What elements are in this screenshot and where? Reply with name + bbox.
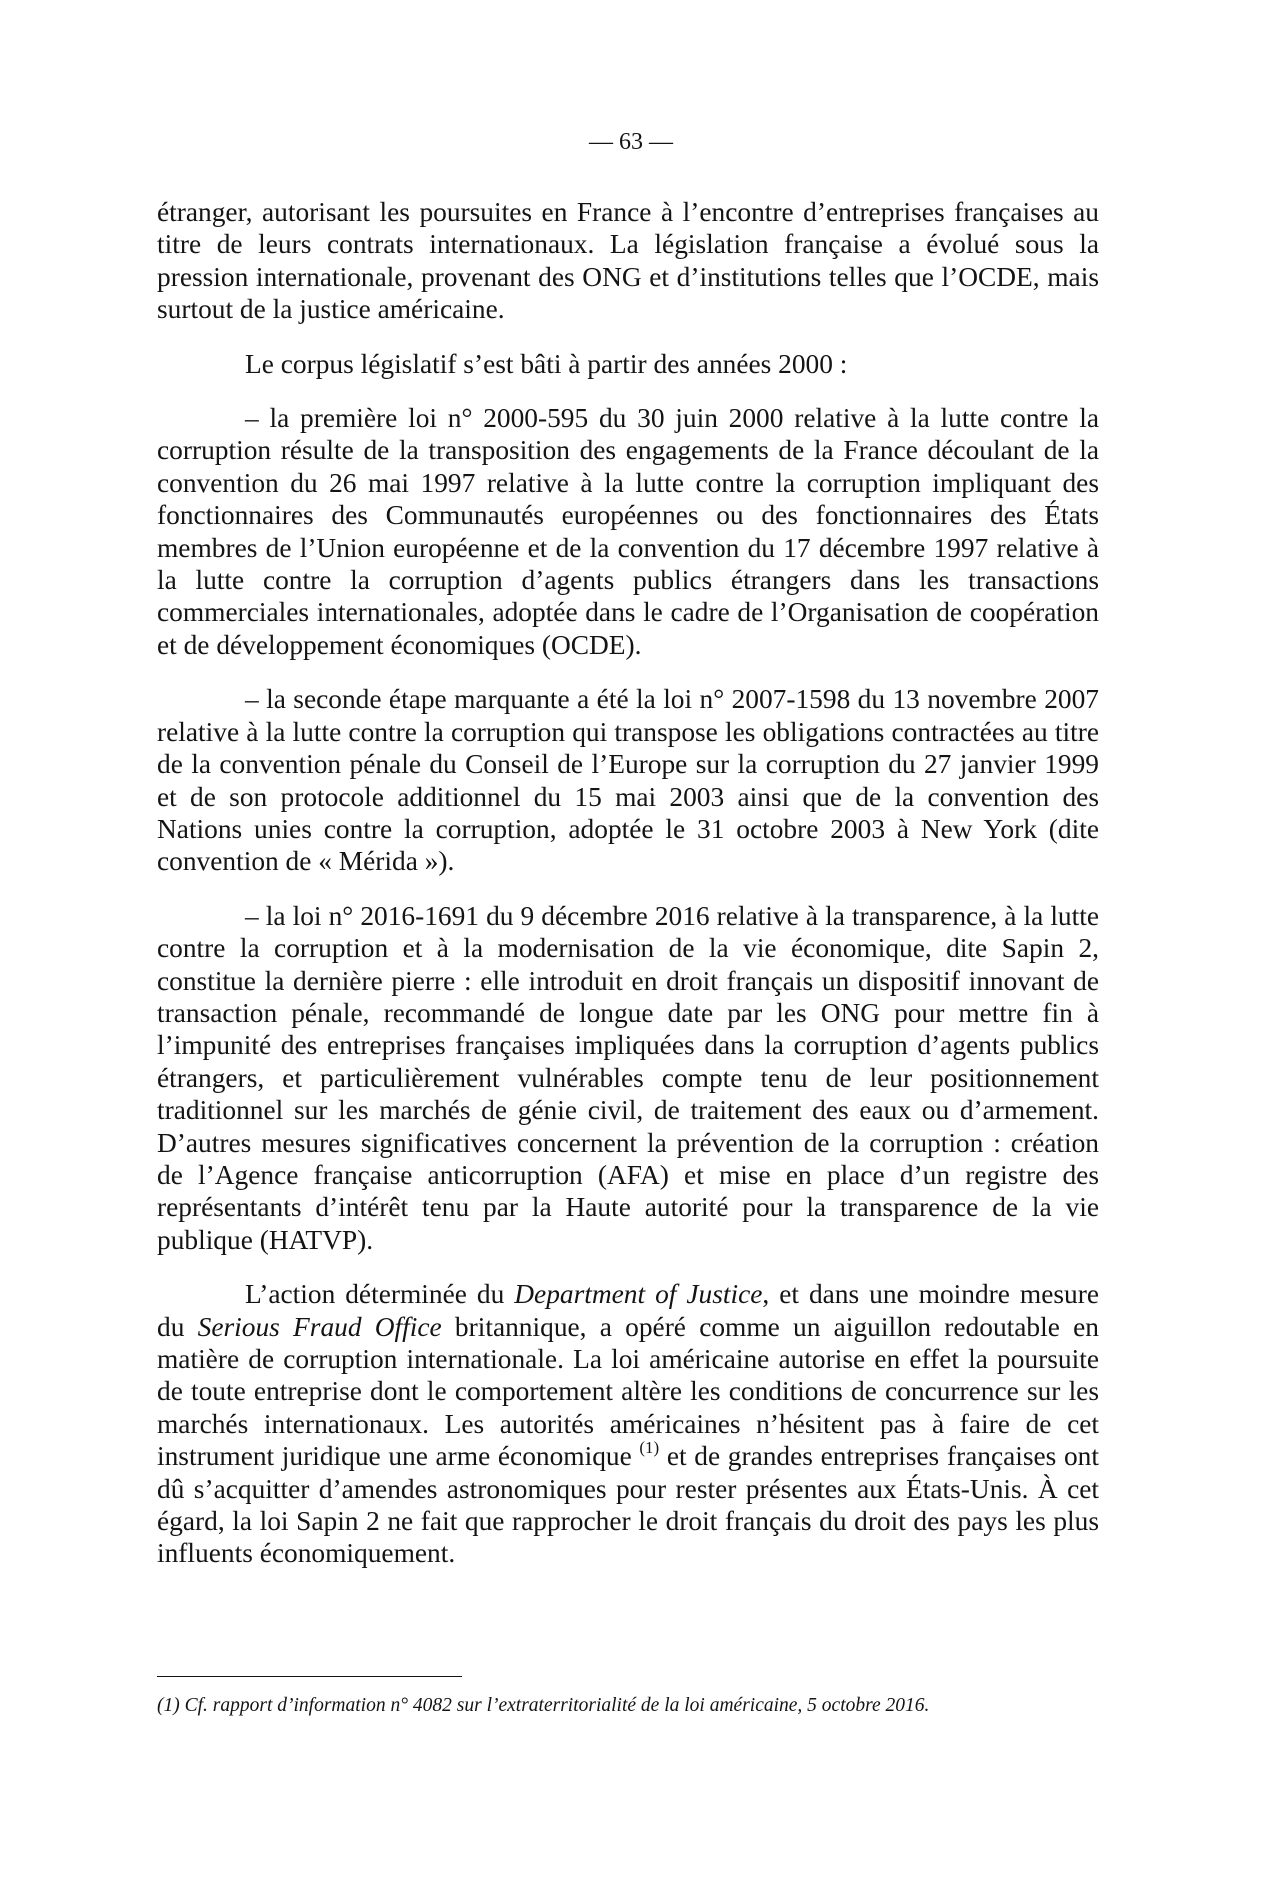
text-run: britannique, a opéré comme un aiguillon redoutable en matière de corruption internationale. La loi américaine autorise en effet la poursuite de toute entreprise dont le comportement altère les conditions de concurrence sur les marchés internationaux. Les autorités américaines n’hésitent pas à faire de cet instrument juridique une arme économique [157,1311,1099,1472]
italic-serious-fraud-office: Serious Fraud Office [197,1311,442,1342]
body-text [157,196,1099,1570]
text-run: , et dans une moindre mesure du [157,1279,1099,1342]
footnote-reference[interactable]: (1) [639,1438,660,1458]
paragraph-doj [157,1278,1099,1570]
text-run: L’action déterminée du [245,1279,515,1310]
footnote-separator [157,1676,462,1677]
paragraph-law-2007: – la seconde étape marquante a été la loi n° 2007-1598 du 13 novembre 2007 relative à la lutte contre la corruption qui transpose les obligations contractées au titre de la convention pénale du Conseil de l’Europe sur la corruption du 27 janvier 1999 et de son protocole additionnel du 15 mai 2003 ainsi que de la convention des Nations unies contre la corruption, adoptée le 31 octobre 2003 à New York (dite convention de « Mérida »). [157,684,1099,877]
paragraph-intro: étranger, autorisant les poursuites en France à l’encontre d’entreprises françaises au titre de leurs contrats internationaux. La législation française a évolué sous la pression internationale, provenant des ONG et d’institutions telles que l’OCDE, mais surtout de la justice américaine. [157,197,1099,325]
italic-department-of-justice: Department of Justice [514,1279,763,1310]
paragraph-law-2000: – la première loi n° 2000-595 du 30 juin 2000 relative à la lutte contre la corruption résulte de la transposition des engagements de la France découlant de la convention du 26 mai 1997 relative à la lutte contre la corruption impliquant des fonctionnaires des Communautés européennes ou des fonctionnaires des États membres de l’Union européenne et de la convention du 17 décembre 1997 relative à la lutte contre la corruption d’agents publics étrangers dans les transactions commerciales internationales, adoptée dans le cadre de l’Organisation de coopération et de développement économiques (OCDE). [157,403,1099,660]
paragraph-law-2016: – la loi n° 2016-1691 du 9 décembre 2016 relative à la transparence, à la lutte contre la corruption et à la modernisation de la vie économique, dite Sapin 2, constitue la dernière pierre : elle introduit en droit français un dispositif innovant de transaction pénale, recommandé de longue date par les ONG pour mettre fin à l’impunité des entreprises françaises impliquées dans la corruption d’agents publics étrangers, et particulièrement vulnérables compte tenu de leur positionnement traditionnel sur les marchés de génie civil, de traitement des eaux ou d’armement. D’autres mesures significatives concernent la prévention de la corruption : création de l’Agence française anticorruption (AFA) et mise en place d’un registre des représentants d’intérêt tenu par la Haute autorité pour la transparence de la vie publique (HATVP). [157,900,1099,1255]
page-number: — 63 — [589,129,673,155]
footnote: (1) Cf. rapport d’information n° 4082 sur l’extraterritorialité de la loi américaine, 5 octobre 2016. [157,1695,930,1716]
text-run: et de grandes entreprises françaises ont dû s’acquitter d’amendes astronomiques pour rester présentes aux États-Unis. À cet égard, la loi Sapin 2 ne fait que rapprocher le droit français du droit des pays les plus influents économiquement. [157,1441,1099,1569]
paragraph-corpus: Le corpus législatif s’est bâti à partir des années 2000 : [245,348,848,379]
